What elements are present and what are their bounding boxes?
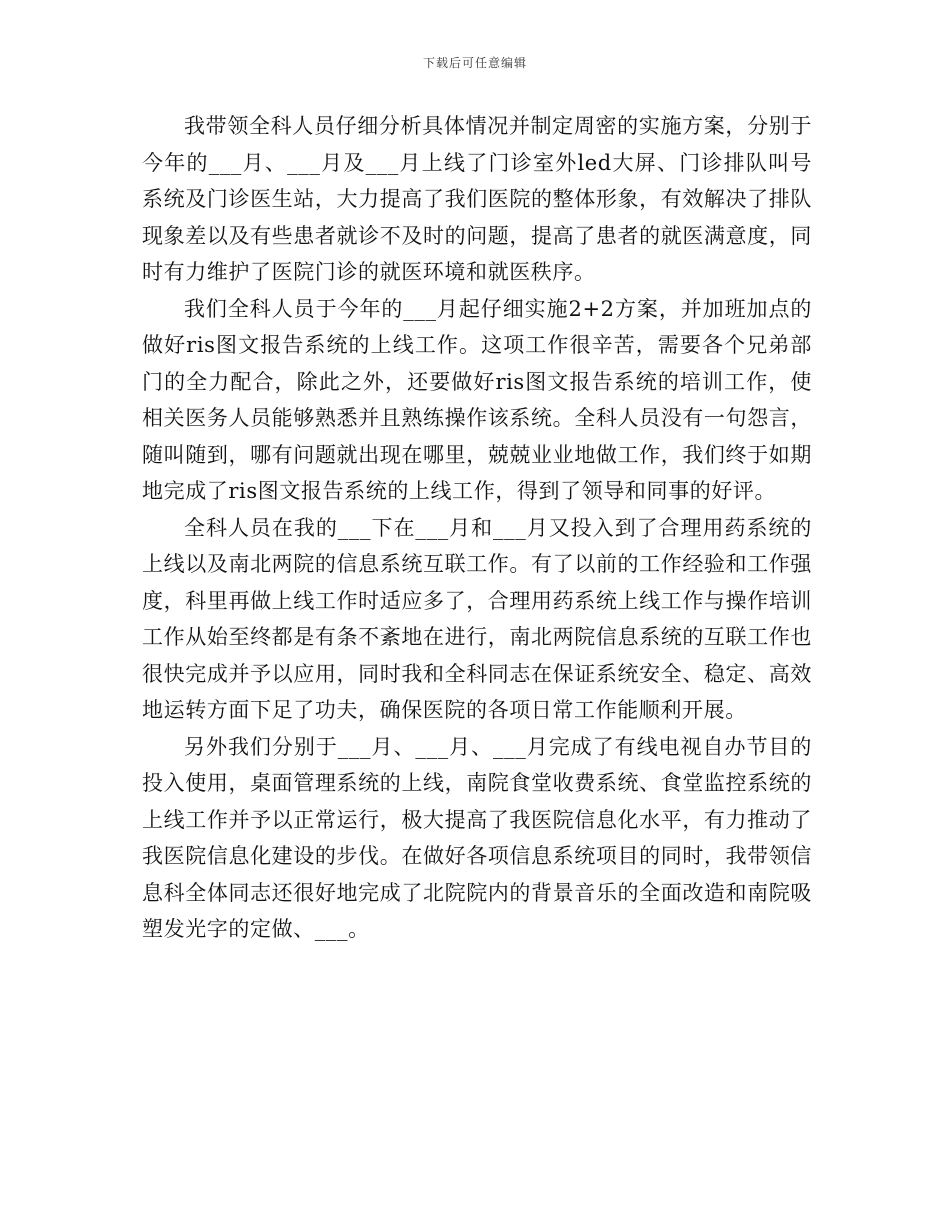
paragraph-3: 全科人员在我的___下在___月和___月又投入到了合理用药系统的上线以及南北两院的信息系统互联工作。有了以前的工作经验和工作强度，科里再做上线工作时适应多了，合理用药系统上线工作与操作培训工作从始至终都是有条不紊地在进行，南北两院信息系统的互联工作也很快完成并予以应用，同时我和全科同志在保证系统安全、稳定、高效地运转方面下足了功夫，确保医院的各项日常工作能顺利开展。 — [142, 515, 812, 722]
header-note: 下载后可任意编辑 — [422, 56, 527, 70]
paragraph-4: 另外我们分别于___月、___月、___月完成了有线电视自办节目的投入使用，桌面管理系统的上线，南院食堂收费系统、食堂监控系统的上线工作并予以正常运行，极大提高了我医院信息化水平，有力推动了我医院信息化建设的步伐。在做好各项信息系统项目的同时，我带领信息科全体同志还很好地完成了北院院内的背景音乐的全面改造和南院吸塑发光字的定做、___。 — [142, 734, 812, 941]
paragraph-2: 我们全科人员于今年的___月起仔细实施2+2方案，并加班加点的做好ris图文报告系统的上线工作。这项工作很辛苦，需要各个兄弟部门的全力配合，除此之外，还要做好ris图文报告系统的培训工作，使相关医务人员能够熟悉并且熟练操作该系统。全科人员没有一句怨言，随叫随到，哪有问题就出现在哪里，兢兢业业地做工作，我们终于如期地完成了ris图文报告系统的上线工作，得到了领导和同事的好评。 — [142, 296, 812, 503]
paragraph-1: 我带领全科人员仔细分析具体情况并制定周密的实施方案，分别于今年的___月、___月及___月上线了门诊室外led大屏、门诊排队叫号系统及门诊医生站，大力提高了我们医院的整体形象，有效解决了排队现象差以及有些患者就诊不及时的问题，提高了患者的就医满意度，同时有力维护了医院门诊的就医环境和就医秩序。 — [142, 114, 812, 284]
document-body — [142, 108, 812, 948]
